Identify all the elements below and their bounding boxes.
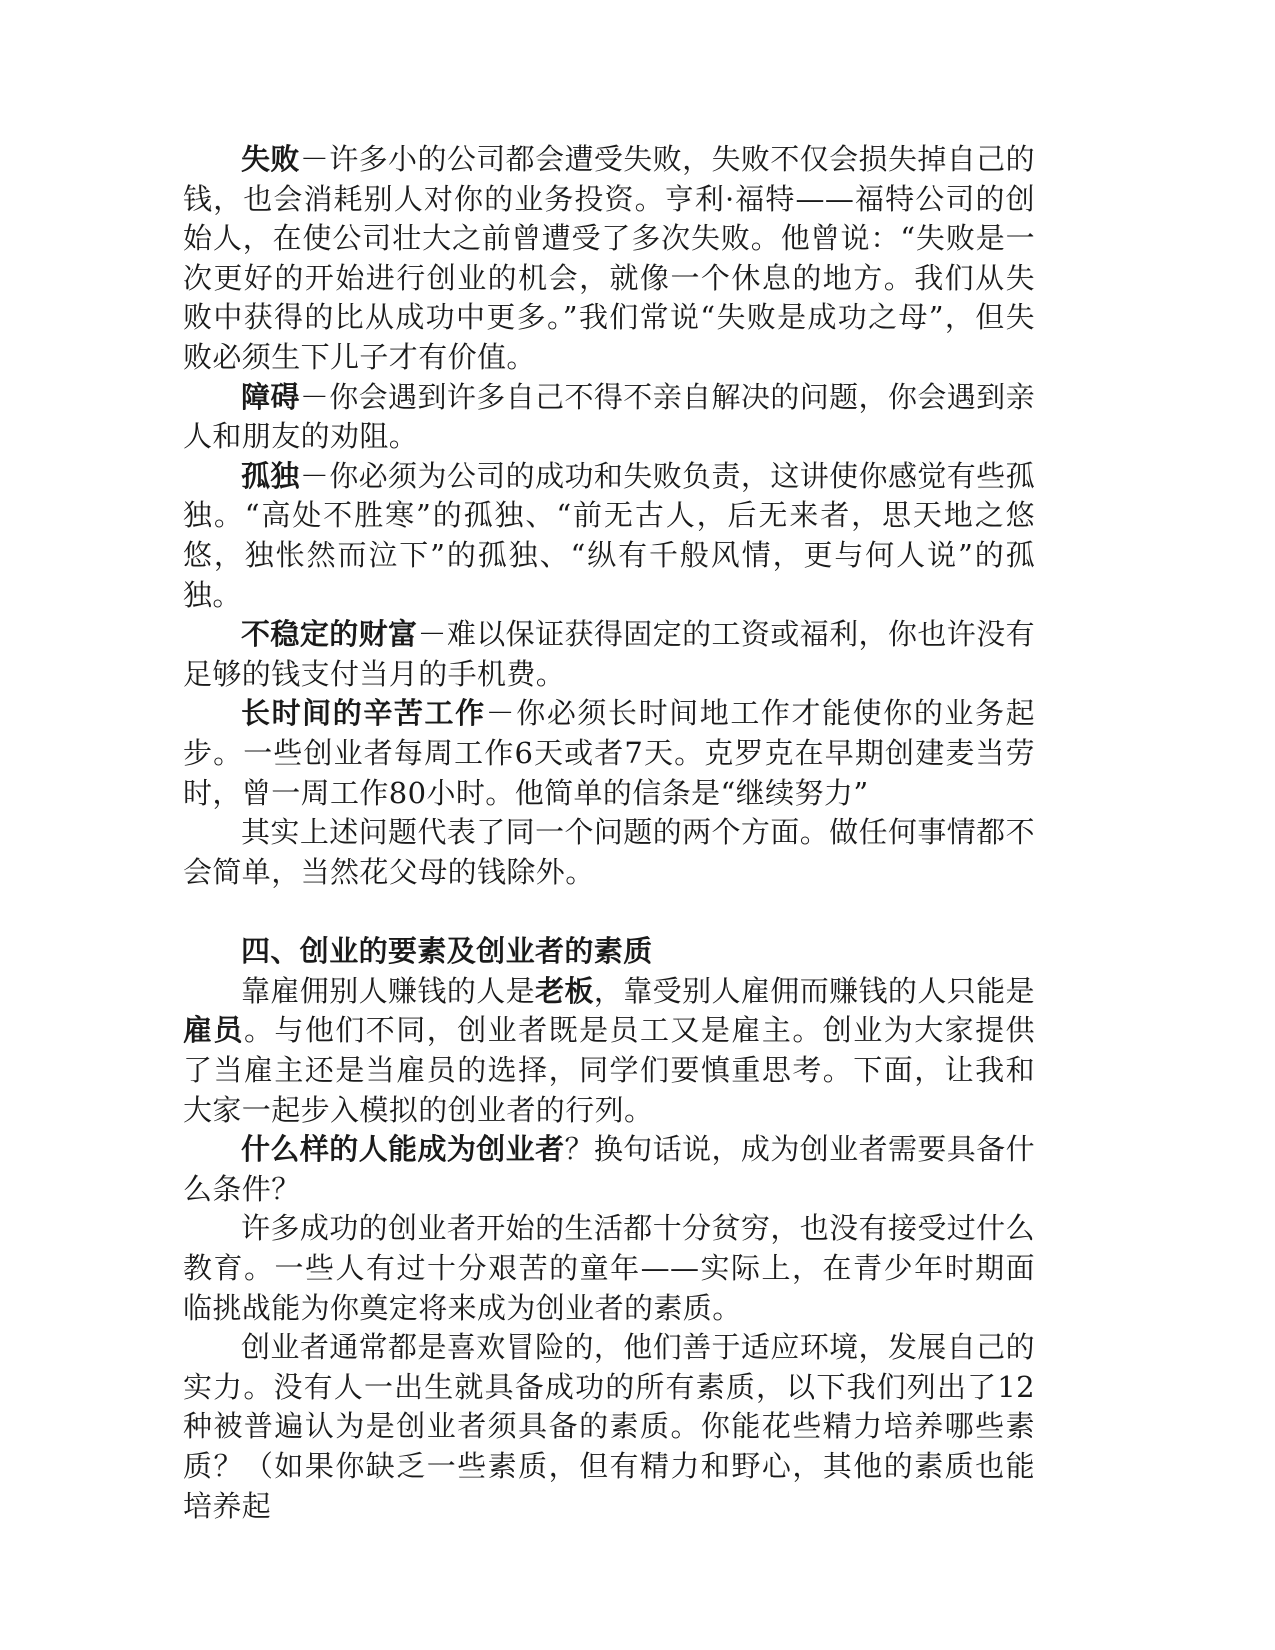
term-unstable-wealth: 不稳定的财富: [241, 617, 418, 652]
summary-paragraph: 其实上述问题代表了同一个问题的两个方面。做任何事情都不会简单，当然花父母的钱除外。: [183, 815, 1035, 889]
challenge-long-hours: [183, 694, 1035, 813]
p1-text-c: 。与他们不同，创业者既是员工又是雇主。创业为大家提供了当雇主还是当雇员的选择，同学们要慎重思考。下面，让我和大家一起步入模拟的创业者的行列。: [183, 1013, 1035, 1127]
document-page: [183, 140, 1035, 1526]
section-4-paragraph-1: [183, 972, 1035, 1130]
challenge-unstable-wealth-text: －难以保证获得固定的工资或福利，你也许没有足够的钱支付当月的手机费。: [183, 617, 1035, 691]
challenge-unstable-wealth: [183, 615, 1035, 694]
challenge-long-hours-text: －你必须长时间地工作才能使你的业务起步。一些创业者每周工作6天或者7天。克罗克在早期创建麦当劳时，曾一周工作80小时。他简单的信条是“继续努力”: [183, 696, 1035, 810]
entrepreneur-question: 什么样的人能成为创业者: [241, 1132, 565, 1167]
term-employee: 雇员: [183, 1013, 244, 1048]
p2-rest: ？换句话说，成为创业者需要具备什么条件？: [183, 1132, 1035, 1206]
term-long-hours: 长时间的辛苦工作: [241, 696, 486, 731]
section-4-paragraph-3: 许多成功的创业者开始的生活都十分贫穷，也没有接受过什么教育。一些人有过十分艰苦的童年——实际上，在青少年时期面临挑战能为你奠定将来成为创业者的素质。: [183, 1211, 1035, 1325]
term-loneliness: 孤独: [241, 458, 300, 493]
section-4-paragraph-4: 创业者通常都是喜欢冒险的，他们善于适应环境，发展自己的实力。没有人一出生就具备成功的所有素质，以下我们列出了12种被普遍认为是创业者须具备的素质。你能花些精力培养哪些素质？（如果你缺乏一些素质，但有精力和野心，其他的素质也能培养起: [183, 1330, 1035, 1523]
challenge-failure-text: －许多小的公司都会遭受失败，失败不仅会损失掉自己的钱，也会消耗别人对你的业务投资。亨利·福特——福特公司的创始人，在使公司壮大之前曾遭受了多次失败。他曾说：“失败是一次更好的开始进行创业的机会，就像一个休息的地方。我们从失败中获得的比从成功中更多。”我们常说“失败是成功之母”，但失败必须生下儿子才有价值。: [183, 142, 1035, 374]
challenge-loneliness: [183, 457, 1035, 615]
challenge-failure: [183, 140, 1035, 378]
challenge-obstacles-text: －你会遇到许多自己不得不亲自解决的问题，你会遇到亲人和朋友的劝阻。: [183, 379, 1035, 454]
section-4-paragraph-2: [183, 1130, 1035, 1209]
term-failure: 失败: [241, 142, 300, 176]
term-obstacles: 障碍: [241, 379, 300, 414]
challenge-loneliness-text: －你必须为公司的成功和失败负责，这讲使你感觉有些孤独。“高处不胜寒”的孤独、“前无古人，后无来者，思天地之悠悠，独怅然而泣下”的孤独、“纵有千般风情，更与何人说”的孤独。: [183, 458, 1035, 612]
section-spacer: [183, 892, 1035, 932]
p1-text-b: ，靠受别人雇佣而赚钱的人只能是: [593, 973, 1035, 1008]
p1-text-a: 靠雇佣别人赚钱的人是: [241, 973, 536, 1008]
term-boss: 老板: [535, 973, 594, 1008]
challenge-obstacles: [183, 378, 1035, 457]
section-4-title: 四、创业的要素及创业者的素质: [241, 934, 653, 969]
